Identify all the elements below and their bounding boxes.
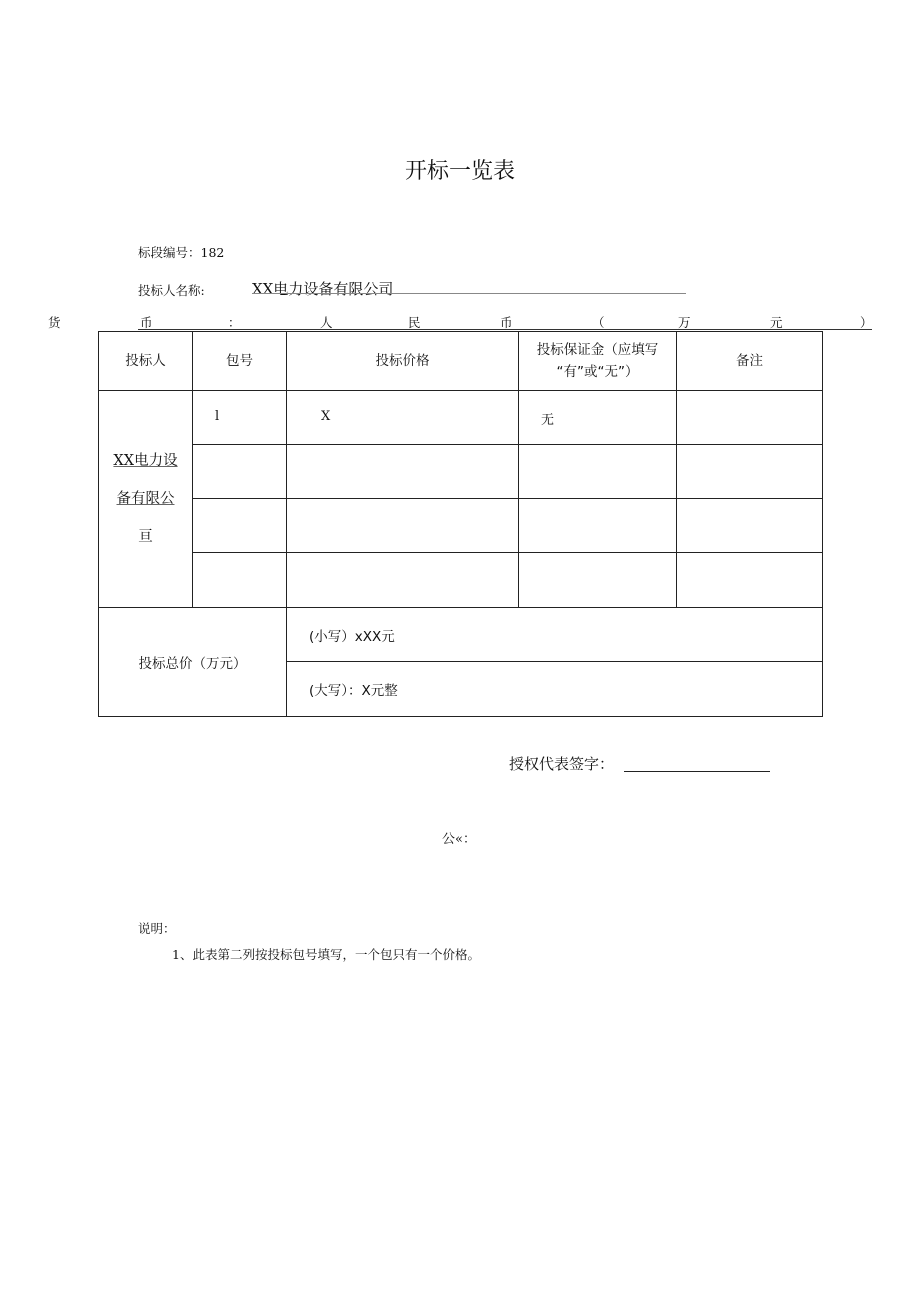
currency-char: （ (592, 315, 605, 330)
price-cell (287, 445, 519, 499)
signature-label: 授权代表签字： (509, 755, 615, 773)
bidder-cell-line3: 亘 (138, 529, 153, 545)
package-cell: l (193, 391, 287, 445)
header-bidder: 投标人 (99, 332, 193, 391)
currency-char: 人 (320, 315, 333, 330)
table-row (99, 391, 823, 445)
currency-char: ） (860, 315, 873, 330)
total-row-lower (99, 608, 823, 662)
header-remarks: 备注 (677, 332, 823, 391)
currency-underline (138, 329, 872, 330)
bidder-cell (99, 391, 193, 608)
bidder-cell-line2: 备有限公 (116, 491, 175, 507)
header-package: 包号 (193, 332, 287, 391)
note-item: 1、此表第二列按投标包号填写，一个包只有一个价格。 (172, 947, 480, 962)
currency-char: ： (228, 315, 241, 330)
seal-label: 公«： (442, 832, 476, 847)
bidder-name-label: 投标人名称: (138, 283, 205, 298)
remarks-cell (677, 445, 823, 499)
table-row (99, 499, 823, 553)
deposit-cell (519, 499, 677, 553)
header-deposit-line1: 投标保证金（应填写 (536, 342, 659, 358)
currency-char: 万 (678, 315, 691, 330)
table-header-row (99, 332, 823, 391)
bid-opening-table (98, 331, 823, 717)
deposit-cell (519, 445, 677, 499)
price-cell (287, 499, 519, 553)
total-price-label: 投标总价（万元） (99, 608, 287, 717)
total-upper-case: (大写）：X元整 (287, 662, 823, 717)
header-price: 投标价格 (287, 332, 519, 391)
price-cell: X (287, 391, 519, 445)
currency-char: 货 (48, 315, 61, 330)
package-cell (193, 553, 287, 608)
signature-line[interactable] (624, 771, 770, 772)
bidder-name-value: XX电力设备有限公司 (252, 280, 394, 298)
package-cell (193, 445, 287, 499)
total-lower-case: (小写）xXX元 (287, 608, 823, 662)
bidder-cell-line1: XX电力设 (113, 453, 178, 469)
remarks-cell (677, 391, 823, 445)
bidder-name-underline (252, 293, 686, 294)
remarks-cell (677, 499, 823, 553)
currency-line (48, 313, 872, 330)
remarks-cell (677, 553, 823, 608)
currency-char: 币 (140, 315, 153, 330)
header-deposit-line2: “有”或“无”） (556, 364, 639, 380)
currency-char: 元 (770, 315, 783, 330)
currency-char: 民 (408, 315, 421, 330)
package-cell (193, 499, 287, 553)
header-deposit (519, 332, 677, 391)
deposit-cell: 无 (519, 391, 677, 445)
section-number: 标段编号：182 (138, 245, 225, 260)
currency-char: 币 (500, 315, 513, 330)
table-row (99, 553, 823, 608)
notes-title: 说明： (138, 921, 176, 936)
deposit-cell (519, 553, 677, 608)
table-row (99, 445, 823, 499)
page-title: 开标一览表 (404, 159, 515, 184)
price-cell (287, 553, 519, 608)
